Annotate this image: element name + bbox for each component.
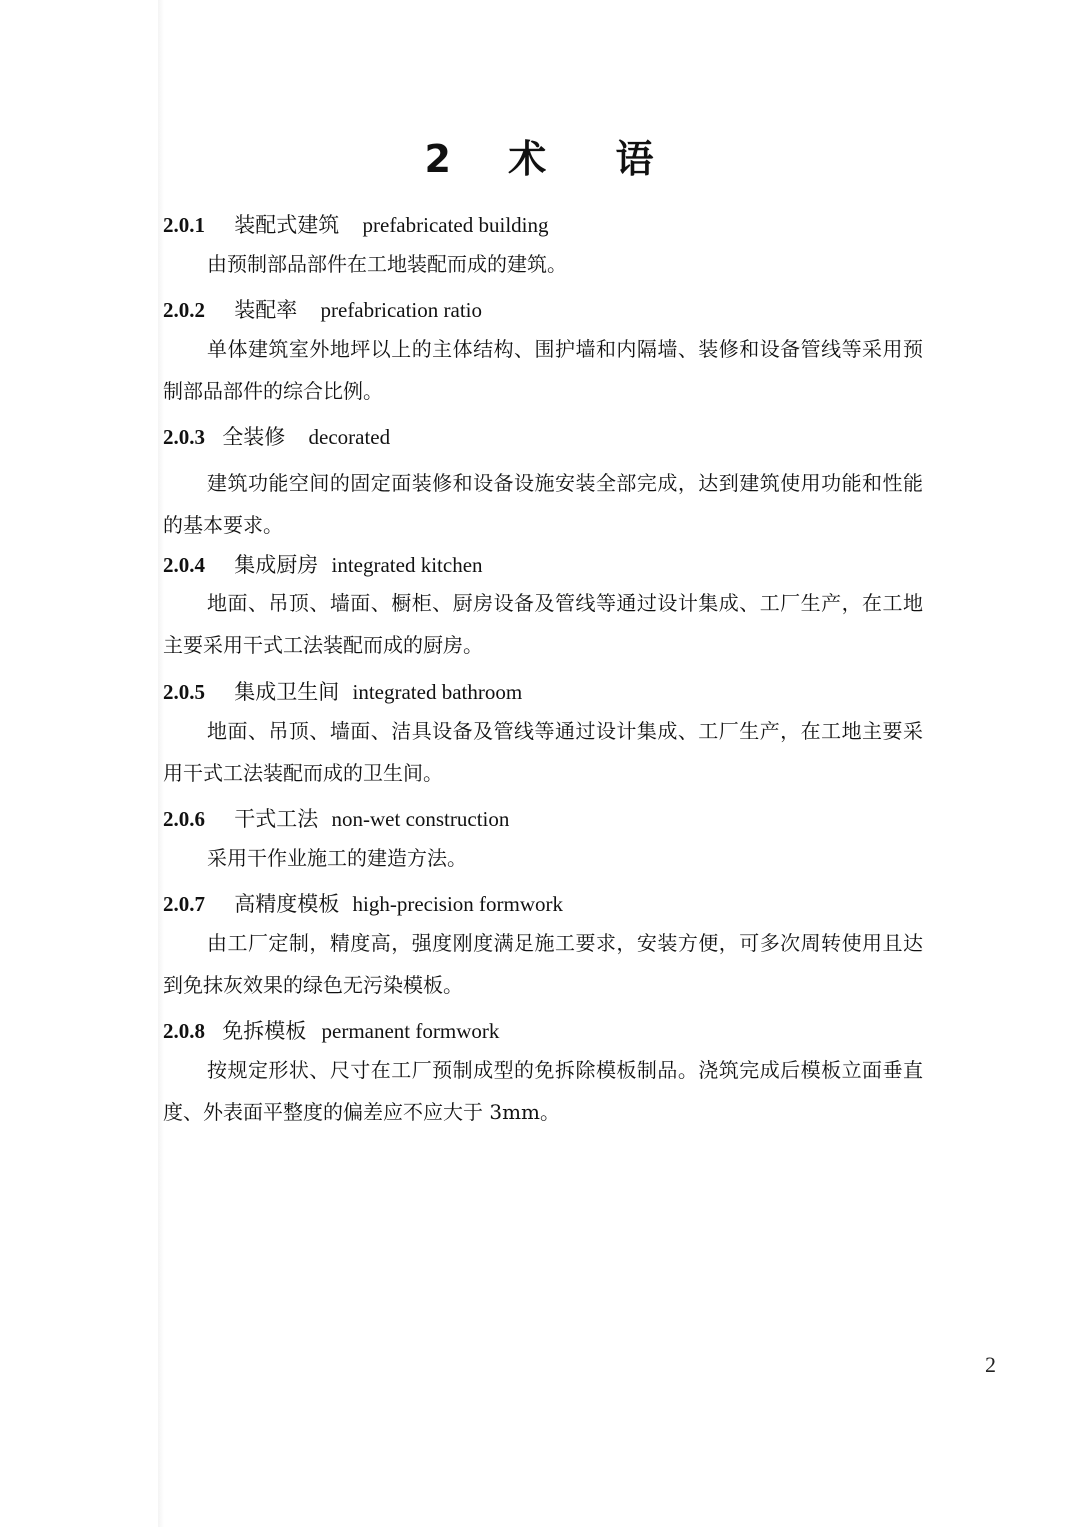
chapter-title-char-2: 语 [615,137,656,181]
term-number: 2.0.1 [163,213,205,237]
chapter-number: 2 [424,137,453,181]
term-name-zh: 免拆模板 [222,1019,307,1043]
term-definition: 由预制部品部件在工地装配而成的建筑。 [207,252,567,276]
term-name-zh: 装配式建筑 [234,213,340,237]
term-definition: 由工厂定制，精度高，强度刚度满足施工要求，安装方便，可多次周转使用且达到免抹灰效果的绿色无污染模板。 [163,931,923,997]
term-name-zh: 干式工法 [234,807,319,831]
term-name-en: high-precision formwork [352,892,564,916]
term-definition: 地面、吊顶、墙面、洁具设备及管线等通过设计集成、工厂生产，在工地主要采用干式工法装配而成的卫生间。 [163,719,923,785]
term-name-en: non-wet construction [331,807,510,831]
term-heading [163,1015,499,1045]
term-name-en: integrated bathroom [352,680,523,704]
term-number: 2.0.2 [163,298,205,322]
term-name-zh: 集成卫生间 [234,680,340,704]
term-name-zh: 集成厨房 [234,553,319,577]
term-heading [163,888,563,918]
term-name-zh: 装配率 [234,298,298,322]
term-heading [163,803,509,833]
term-definition: 按规定形状、尺寸在工厂预制成型的免拆除模板制品。浇筑完成后模板立面垂直度、外表面平整度的偏差应不应大于 3mm。 [163,1058,923,1124]
term-number: 2.0.3 [163,425,205,449]
term-heading [163,294,482,324]
term-number: 2.0.4 [163,553,205,577]
term-name-zh: 高精度模板 [234,892,340,916]
term-heading [163,676,522,706]
term-name-en: integrated kitchen [331,553,483,577]
term-definition: 采用干作业施工的建造方法。 [207,846,467,870]
term-number: 2.0.5 [163,680,205,704]
term-number: 2.0.8 [163,1019,205,1043]
term-heading [163,209,549,239]
term-number: 2.0.7 [163,892,205,916]
term-definition: 单体建筑室外地坪以上的主体结构、围护墙和内隔墙、装修和设备管线等采用预制部品部件的综合比例。 [163,337,923,403]
term-heading [163,421,390,451]
term-definition: 地面、吊顶、墙面、橱柜、厨房设备及管线等通过设计集成、工厂生产，在工地主要采用干式工法装配而成的厨房。 [163,591,923,657]
term-name-zh: 全装修 [222,425,286,449]
term-heading [163,549,483,579]
page-number: 2 [985,1352,996,1377]
term-name-en: prefabricated building [362,213,549,237]
chapter-title [0,128,1080,183]
term-definition: 建筑功能空间的固定面装修和设备设施安装全部完成，达到建筑使用功能和性能的基本要求。 [163,471,923,537]
term-name-en: decorated [308,425,391,449]
term-name-en: permanent formwork [321,1019,500,1043]
term-name-en: prefabrication ratio [320,298,482,322]
chapter-title-char-1: 术 [508,137,549,181]
term-number: 2.0.6 [163,807,205,831]
